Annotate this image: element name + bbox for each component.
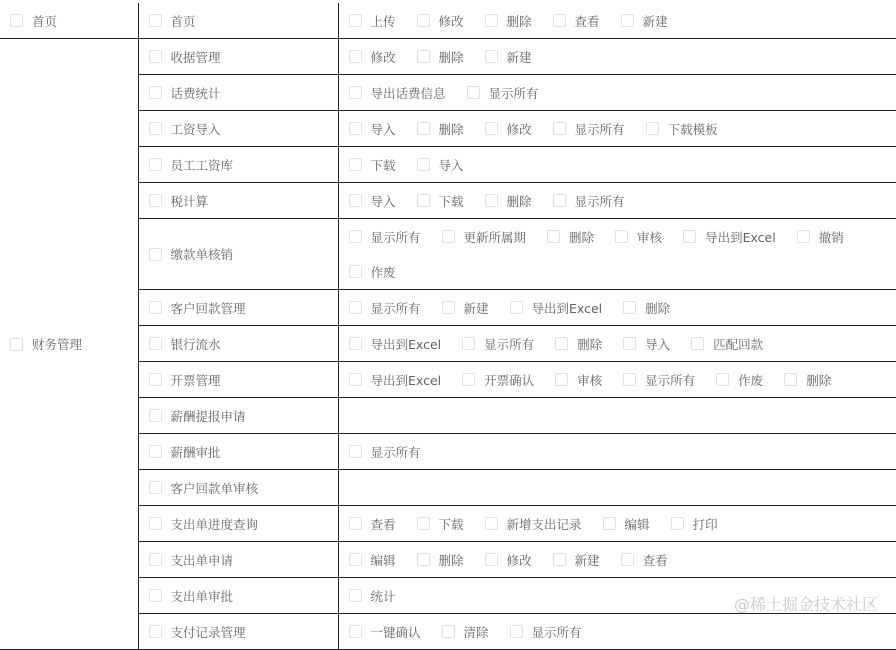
checkbox-icon[interactable]: [149, 553, 162, 566]
checkbox-label: 收据管理: [170, 49, 221, 65]
checkbox-icon[interactable]: [683, 230, 696, 243]
checkbox-label: 新建: [506, 49, 532, 65]
permission-checkbox[interactable]: [621, 542, 668, 577]
checkbox-label: 删除: [438, 552, 464, 568]
permission-checkbox[interactable]: [485, 542, 532, 577]
table-row: [0, 39, 896, 75]
checkbox-icon[interactable]: [349, 265, 362, 278]
menu-cell: [138, 75, 338, 111]
menu-checkbox[interactable]: [149, 111, 221, 146]
checkbox-label: 支出单审批: [170, 588, 234, 604]
checkbox-icon[interactable]: [510, 301, 523, 314]
permission-checkbox[interactable]: [623, 290, 670, 325]
permission-checkbox[interactable]: [485, 39, 532, 74]
checkbox-icon[interactable]: [417, 122, 430, 135]
permission-checkbox[interactable]: [646, 111, 718, 146]
menu-checkbox[interactable]: [149, 237, 234, 272]
permission-checkbox[interactable]: [349, 39, 396, 74]
checkbox-label: 薪酬提报申请: [170, 408, 246, 424]
permission-cell: [338, 326, 896, 362]
menu-checkbox[interactable]: [149, 3, 196, 38]
checkbox-label: 显示所有: [370, 300, 421, 316]
permission-checkbox[interactable]: [797, 219, 844, 254]
checkbox-label: 上传: [370, 13, 396, 29]
checkbox-label: 删除: [806, 372, 832, 388]
checkbox-icon[interactable]: [149, 373, 162, 386]
checkbox-icon[interactable]: [555, 337, 568, 350]
menu-cell: [138, 290, 338, 326]
permission-checkbox[interactable]: [349, 75, 446, 110]
checkbox-label: 税计算: [170, 193, 209, 209]
permission-checkbox[interactable]: [683, 219, 776, 254]
menu-cell: [138, 470, 338, 506]
menu-checkbox[interactable]: [149, 434, 221, 469]
checkbox-icon[interactable]: [462, 337, 475, 350]
checkbox-label: 显示所有: [370, 229, 421, 245]
permission-checkbox[interactable]: [467, 75, 539, 110]
checkbox-icon[interactable]: [485, 50, 498, 63]
permission-checkbox[interactable]: [349, 542, 396, 577]
checkbox-label: 支付记录管理: [170, 624, 246, 640]
checkbox-icon[interactable]: [10, 338, 23, 351]
permission-checkbox[interactable]: [349, 219, 421, 254]
checkbox-label: 客户回款单审核: [170, 480, 259, 496]
checkbox-icon[interactable]: [349, 230, 362, 243]
checkbox-icon[interactable]: [149, 14, 162, 27]
checkbox-icon[interactable]: [553, 194, 566, 207]
checkbox-label: 下载: [438, 193, 464, 209]
permission-checkbox[interactable]: [485, 3, 532, 38]
checkbox-label: 更新所属期: [463, 229, 527, 245]
checkbox-label: 显示所有: [574, 121, 625, 137]
permission-cell: [338, 111, 896, 147]
checkbox-icon[interactable]: [349, 122, 362, 135]
checkbox-icon[interactable]: [349, 14, 362, 27]
permission-checkbox[interactable]: [621, 3, 668, 38]
checkbox-label: 清除: [463, 624, 489, 640]
permission-checkbox[interactable]: [691, 326, 763, 361]
checkbox-label: 话费统计: [170, 85, 221, 101]
checkbox-icon[interactable]: [349, 589, 362, 602]
checkbox-icon[interactable]: [417, 50, 430, 63]
checkbox-icon[interactable]: [149, 301, 162, 314]
checkbox-label: 作废: [738, 372, 764, 388]
checkbox-icon[interactable]: [417, 14, 430, 27]
checkbox-label: 导出到Excel: [531, 300, 603, 316]
permission-checkbox[interactable]: [555, 326, 602, 361]
permission-checkbox[interactable]: [349, 578, 396, 613]
checkbox-label: 统计: [370, 588, 396, 604]
checkbox-icon[interactable]: [671, 517, 684, 530]
checkbox-label: 开票管理: [170, 372, 221, 388]
permission-checkbox[interactable]: [485, 111, 532, 146]
checkbox-icon[interactable]: [349, 50, 362, 63]
checkbox-label: 编辑: [624, 516, 650, 532]
menu-cell: [138, 362, 338, 398]
checkbox-icon[interactable]: [442, 230, 455, 243]
permission-checkbox[interactable]: [349, 326, 442, 361]
checkbox-label: 财务管理: [32, 337, 83, 352]
menu-checkbox[interactable]: [149, 578, 234, 613]
checkbox-label: 导入: [370, 121, 396, 137]
permission-checkbox[interactable]: [547, 219, 594, 254]
table-row: [0, 3, 896, 39]
checkbox-label: 审核: [577, 372, 603, 388]
checkbox-icon[interactable]: [149, 194, 162, 207]
menu-cell: [138, 578, 338, 614]
menu-cell: [138, 39, 338, 75]
checkbox-icon[interactable]: [149, 337, 162, 350]
group-checkbox[interactable]: [10, 327, 82, 362]
checkbox-icon[interactable]: [149, 86, 162, 99]
checkbox-icon[interactable]: [784, 373, 797, 386]
menu-checkbox[interactable]: [149, 183, 209, 218]
menu-checkbox[interactable]: [149, 470, 259, 505]
checkbox-icon[interactable]: [442, 301, 455, 314]
permission-cell: [338, 470, 896, 506]
checkbox-icon[interactable]: [349, 301, 362, 314]
permission-checkbox[interactable]: [553, 3, 600, 38]
menu-checkbox[interactable]: [149, 362, 221, 397]
menu-cell: [138, 506, 338, 542]
checkbox-label: 下载模板: [667, 121, 718, 137]
permission-checkbox[interactable]: [442, 290, 489, 325]
checkbox-icon[interactable]: [417, 194, 430, 207]
checkbox-label: 导出到Excel: [705, 229, 776, 245]
permission-checkbox[interactable]: [784, 362, 831, 397]
checkbox-label: 修改: [506, 121, 532, 137]
checkbox-icon[interactable]: [646, 122, 659, 135]
checkbox-label: 一键确认: [370, 624, 421, 640]
checkbox-label: 删除: [506, 13, 532, 29]
checkbox-label: 缴款单核销: [170, 247, 234, 262]
checkbox-icon[interactable]: [462, 373, 475, 386]
permission-checkbox[interactable]: [462, 362, 534, 397]
checkbox-label: 打印: [692, 516, 718, 532]
checkbox-label: 员工工资库: [170, 157, 234, 173]
checkbox-label: 编辑: [370, 552, 396, 568]
checkbox-label: 显示所有: [488, 85, 539, 101]
checkbox-label: 首页: [170, 13, 196, 29]
checkbox-icon[interactable]: [615, 230, 628, 243]
checkbox-icon[interactable]: [417, 553, 430, 566]
permission-cell: [338, 434, 896, 470]
permission-checkbox[interactable]: [417, 542, 464, 577]
checkbox-label: 显示所有: [484, 336, 535, 352]
permission-cell: [338, 506, 896, 542]
checkbox-icon[interactable]: [417, 158, 430, 171]
menu-cell: [138, 147, 338, 183]
permission-checkbox[interactable]: [349, 254, 396, 289]
checkbox-icon[interactable]: [797, 230, 810, 243]
checkbox-icon[interactable]: [149, 445, 162, 458]
checkbox-label: 工资导入: [170, 121, 221, 137]
permission-checkbox[interactable]: [485, 183, 532, 218]
permission-checkbox[interactable]: [553, 183, 625, 218]
checkbox-icon[interactable]: [149, 158, 162, 171]
checkbox-label: 审核: [637, 229, 663, 245]
checkbox-icon[interactable]: [349, 337, 362, 350]
permission-checkbox[interactable]: [349, 362, 442, 397]
menu-checkbox[interactable]: [149, 39, 221, 74]
checkbox-icon[interactable]: [149, 409, 162, 422]
checkbox-icon[interactable]: [349, 194, 362, 207]
checkbox-label: 撤销: [818, 229, 844, 245]
checkbox-label: 删除: [577, 336, 603, 352]
permission-checkbox[interactable]: [417, 39, 464, 74]
checkbox-icon[interactable]: [553, 14, 566, 27]
menu-checkbox[interactable]: [149, 398, 246, 433]
checkbox-icon[interactable]: [349, 517, 362, 530]
checkbox-icon[interactable]: [555, 373, 568, 386]
checkbox-label: 删除: [645, 300, 671, 316]
checkbox-icon[interactable]: [553, 122, 566, 135]
permission-checkbox[interactable]: [349, 434, 421, 469]
checkbox-label: 匹配回款: [713, 336, 764, 352]
checkbox-label: 新建: [463, 300, 489, 316]
checkbox-label: 作废: [370, 264, 396, 280]
checkbox-icon[interactable]: [547, 230, 560, 243]
checkbox-label: 薪酬审批: [170, 444, 221, 460]
menu-cell: [138, 111, 338, 147]
checkbox-label: 支出单申请: [170, 552, 234, 568]
menu-checkbox[interactable]: [149, 75, 221, 110]
checkbox-label: 删除: [438, 121, 464, 137]
group-cell: [0, 39, 138, 650]
checkbox-icon[interactable]: [149, 589, 162, 602]
checkbox-icon[interactable]: [621, 14, 634, 27]
permission-cell: [338, 183, 896, 219]
checkbox-label: 删除: [506, 193, 532, 209]
checkbox-label: 下载: [370, 157, 396, 173]
permission-checkbox[interactable]: [442, 219, 527, 254]
permission-cell: [338, 362, 896, 398]
checkbox-label: 查看: [574, 13, 600, 29]
permission-checkbox[interactable]: [349, 183, 396, 218]
checkbox-icon[interactable]: [716, 373, 729, 386]
checkbox-label: 新增支出记录: [506, 516, 582, 532]
checkbox-label: 查看: [370, 516, 396, 532]
checkbox-label: 显示所有: [531, 624, 582, 640]
checkbox-label: 导出到Excel: [370, 372, 442, 388]
permission-checkbox[interactable]: [553, 542, 600, 577]
checkbox-icon[interactable]: [149, 122, 162, 135]
checkbox-label: 导出到Excel: [370, 336, 442, 352]
checkbox-icon[interactable]: [485, 122, 498, 135]
checkbox-label: 开票确认: [484, 372, 535, 388]
checkbox-label: 银行流水: [170, 336, 221, 352]
checkbox-label: 显示所有: [574, 193, 625, 209]
permission-table: [0, 3, 896, 650]
permission-checkbox[interactable]: [485, 506, 582, 541]
menu-cell: [138, 434, 338, 470]
checkbox-label: 导出话费信息: [370, 85, 446, 101]
checkbox-label: 修改: [506, 552, 532, 568]
permission-checkbox[interactable]: [671, 506, 718, 541]
checkbox-label: 首页: [32, 13, 58, 29]
checkbox-icon[interactable]: [349, 158, 362, 171]
checkbox-label: 新建: [642, 13, 668, 29]
checkbox-icon[interactable]: [417, 517, 430, 530]
checkbox-label: 支出单进度查询: [170, 516, 259, 532]
checkbox-icon[interactable]: [623, 301, 636, 314]
menu-checkbox[interactable]: [149, 506, 259, 541]
checkbox-icon[interactable]: [149, 50, 162, 63]
permission-checkbox[interactable]: [615, 219, 662, 254]
checkbox-label: 修改: [438, 13, 464, 29]
menu-cell: [138, 542, 338, 578]
checkbox-icon[interactable]: [485, 517, 498, 530]
checkbox-icon[interactable]: [349, 373, 362, 386]
group-checkbox[interactable]: [10, 3, 57, 38]
permission-cell: [338, 219, 896, 290]
permission-cell: [338, 75, 896, 111]
checkbox-icon[interactable]: [485, 194, 498, 207]
checkbox-label: 客户回款管理: [170, 300, 246, 316]
checkbox-icon[interactable]: [485, 553, 498, 566]
permission-checkbox[interactable]: [349, 147, 396, 182]
permission-cell: [338, 3, 896, 39]
permission-checkbox[interactable]: [417, 506, 464, 541]
checkbox-label: 显示所有: [645, 372, 696, 388]
checkbox-icon[interactable]: [349, 445, 362, 458]
menu-cell: [138, 3, 338, 39]
checkbox-icon[interactable]: [467, 86, 480, 99]
permission-checkbox[interactable]: [603, 506, 650, 541]
permission-cell: [338, 39, 896, 75]
permission-checkbox[interactable]: [417, 111, 464, 146]
permission-checkbox[interactable]: [417, 147, 464, 182]
permission-cell: [338, 398, 896, 434]
checkbox-icon[interactable]: [623, 337, 636, 350]
permission-checkbox[interactable]: [349, 111, 396, 146]
permission-checkbox[interactable]: [623, 362, 695, 397]
menu-cell: [138, 326, 338, 362]
checkbox-label: 导入: [645, 336, 671, 352]
permission-checkbox[interactable]: [349, 3, 396, 38]
menu-cell: [138, 398, 338, 434]
permission-checkbox[interactable]: [417, 3, 464, 38]
checkbox-icon[interactable]: [623, 373, 636, 386]
permission-checkbox[interactable]: [462, 326, 534, 361]
checkbox-label: 下载: [438, 516, 464, 532]
permission-checkbox[interactable]: [555, 362, 602, 397]
permission-checkbox[interactable]: [623, 326, 670, 361]
menu-cell: [138, 219, 338, 290]
group-cell: [0, 3, 138, 39]
permission-cell: [338, 290, 896, 326]
checkbox-icon[interactable]: [349, 553, 362, 566]
permission-checkbox[interactable]: [349, 506, 396, 541]
checkbox-icon[interactable]: [691, 337, 704, 350]
menu-checkbox[interactable]: [149, 290, 246, 325]
permission-cell: [338, 542, 896, 578]
permission-cell: [338, 147, 896, 183]
checkbox-label: 删除: [569, 229, 595, 245]
permission-checkbox[interactable]: [510, 290, 603, 325]
checkbox-icon[interactable]: [621, 553, 634, 566]
checkbox-icon[interactable]: [603, 517, 616, 530]
checkbox-icon[interactable]: [553, 553, 566, 566]
menu-checkbox[interactable]: [149, 147, 234, 182]
permission-checkbox[interactable]: [716, 362, 763, 397]
checkbox-icon[interactable]: [349, 86, 362, 99]
checkbox-label: 删除: [438, 49, 464, 65]
menu-checkbox[interactable]: [149, 326, 221, 361]
permission-checkbox[interactable]: [553, 111, 625, 146]
permission-checkbox[interactable]: [417, 183, 464, 218]
checkbox-label: 导入: [438, 157, 464, 173]
checkbox-label: 显示所有: [370, 444, 421, 460]
checkbox-icon[interactable]: [149, 481, 162, 494]
checkbox-label: 新建: [574, 552, 600, 568]
checkbox-icon[interactable]: [10, 14, 23, 27]
checkbox-label: 修改: [370, 49, 396, 65]
permission-checkbox[interactable]: [349, 290, 421, 325]
checkbox-icon[interactable]: [149, 248, 162, 261]
checkbox-label: 导入: [370, 193, 396, 209]
checkbox-label: 查看: [642, 552, 668, 568]
checkbox-icon[interactable]: [149, 517, 162, 530]
menu-cell: [138, 183, 338, 219]
watermark: @稀土掘金技术社区: [733, 595, 878, 614]
checkbox-icon[interactable]: [485, 14, 498, 27]
menu-checkbox[interactable]: [149, 542, 234, 577]
